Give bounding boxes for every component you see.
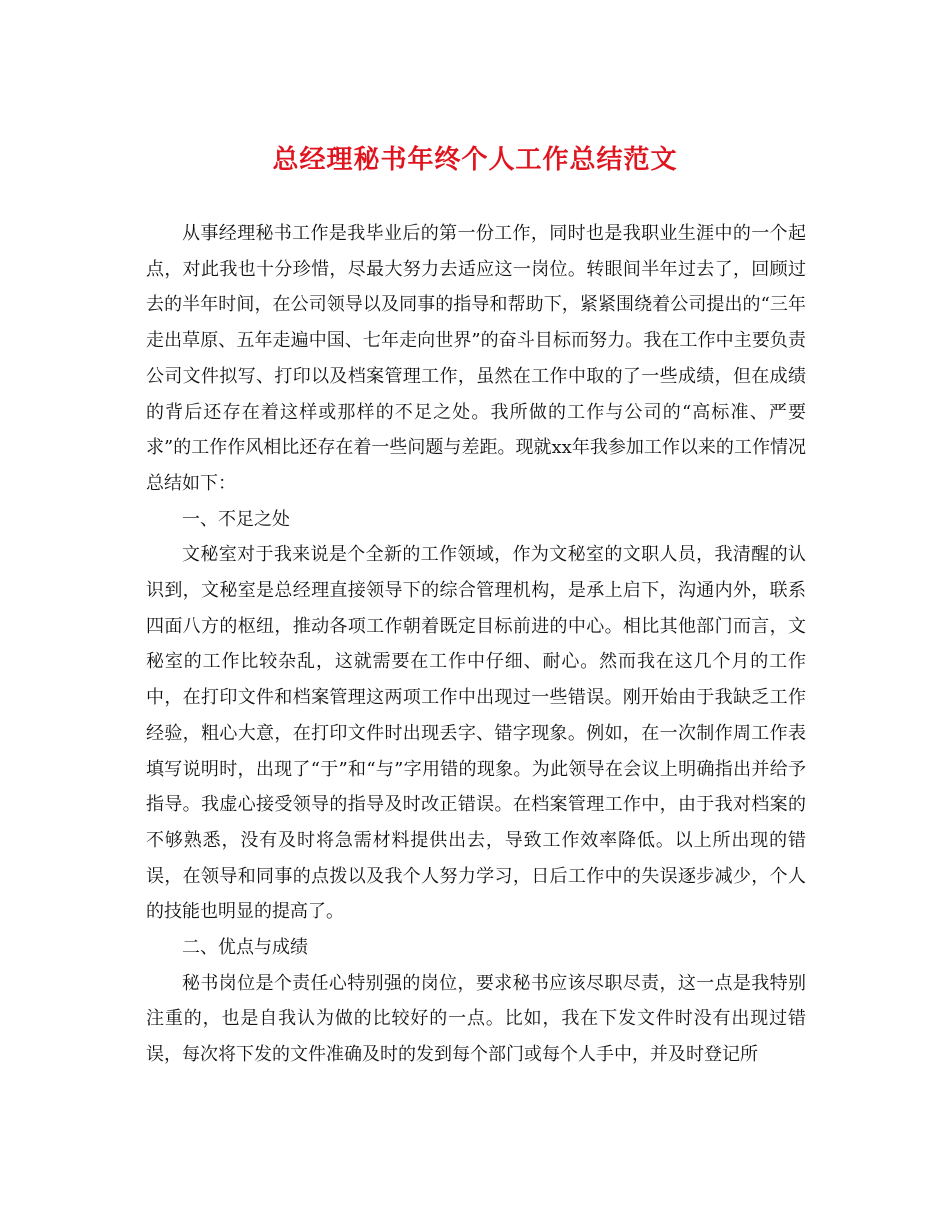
paragraph-intro: 从事经理秘书工作是我毕业后的第一份工作，同时也是我职业生涯中的一个起点，对此我也十分珍惜，尽最大努力去适应这一岗位。转眼间半年过去了，回顾过去的半年时间，在公司领导以及同事的指导和帮助下，紧紧围绕着公司提出的“三年走出草原、五年走遍中国、七年走向世界”的奋斗目标而努力。我在工作中主要负责公司文件拟写、打印以及档案管理工作，虽然在工作中取的了一些成绩，但在成绩的背后还存在着这样或那样的不足之处。我所做的工作与公司的“高标准、严要求”的工作作风相比还存在着一些问题与差距。现就xx年我参加工作以来的工作情况总结如下： — [146, 223, 806, 494]
document-title: 总经理秘书年终个人工作总结范文 — [272, 145, 678, 175]
paragraph-shortcomings: 文秘室对于我来说是个全新的工作领域，作为文秘室的文职人员，我清醒的认识到，文秘室是总经理直接领导下的综合管理机构，是承上启下，沟通内外，联系四面八方的枢纽，推动各项工作朝着既定目标前进的中心。相比其他部门而言，文秘室的工作比较杂乱，这就需要在工作中仔细、耐心。然而我在这几个月的工作中，在打印文件和档案管理这两项工作中出现过一些错误。刚开始由于我缺乏工作经验，粗心大意，在打印文件时出现丢字、错字现象。例如，在一次制作周工作表填写说明时，出现了“于”和“与”字用错的现象。为此领导在会议上明确指出并给予指导。我虚心接受领导的指导及时改正错误。在档案管理工作中，由于我对档案的不够熟悉，没有及时将急需材料提供出去，导致工作效率降低。以上所出现的错误，在领导和同事的点拨以及我个人努力学习，日后工作中的失误逐步减少，个人的技能也明显的提高了。 — [146, 544, 806, 923]
paragraph-strengths: 秘书岗位是个责任心特别强的岗位，要求秘书应该尽职尽责，这一点是我特别注重的，也是自我认为做的比较好的一点。比如，我在下发文件时没有出现过错误，每次将下发的文件准确及时的发到每个部门或每个人手中，并及时登记所 — [146, 972, 806, 1066]
document-body — [146, 216, 806, 1073]
section-heading-shortcomings: 一、不足之处 — [182, 508, 290, 530]
section-heading-strengths: 二、优点与成绩 — [182, 937, 308, 959]
